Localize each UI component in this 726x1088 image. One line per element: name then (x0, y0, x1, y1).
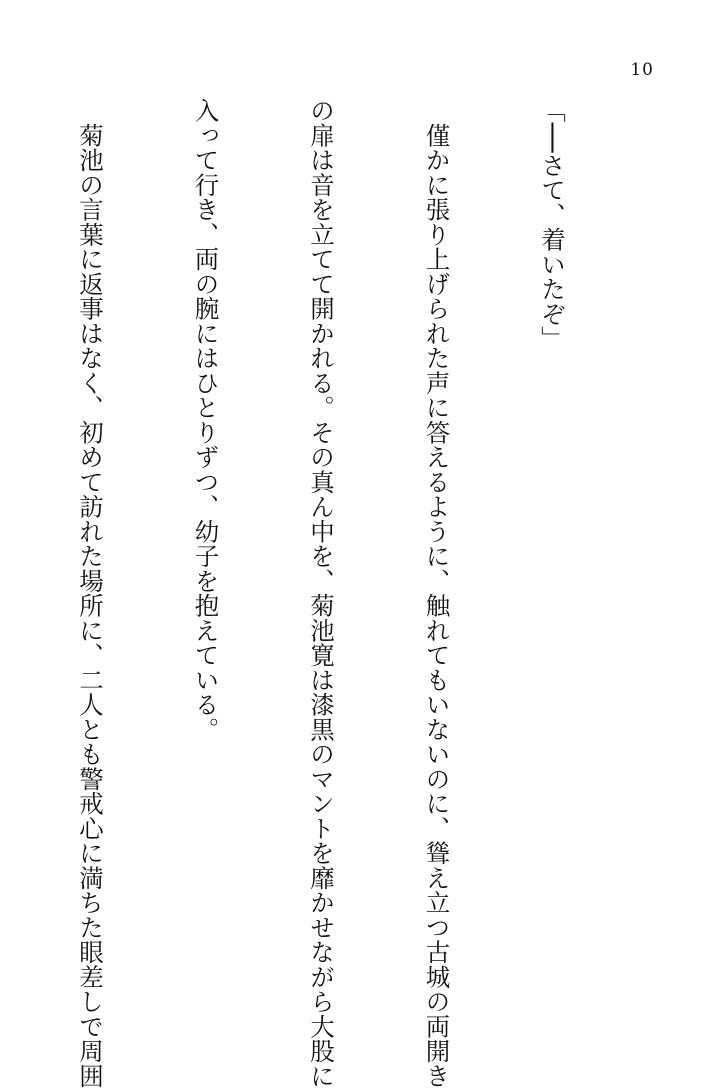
text-line: 入って行き、両の腕にはひとりずつ、幼子を抱えている。 (191, 98, 221, 742)
text-line: 菊池の言葉に返事はなく、初めて訪れた場所に、二人とも警戒心に満ちた眼差しで周囲 (76, 98, 105, 1088)
text-line: 「──さて、着いたぞ」 (538, 98, 567, 351)
page-number: 10 (630, 60, 654, 80)
text-line: 僅かに張り上げられた声に答えるように、触れてもいないのに、聳え立つ古城の両開き (422, 98, 452, 1088)
text-line: の扉は音を立てて開かれる。その真ん中を、菊池寛は漆黒のマントを靡かせながら大股に (307, 98, 336, 1088)
vertical-text-body (0, 98, 648, 1088)
